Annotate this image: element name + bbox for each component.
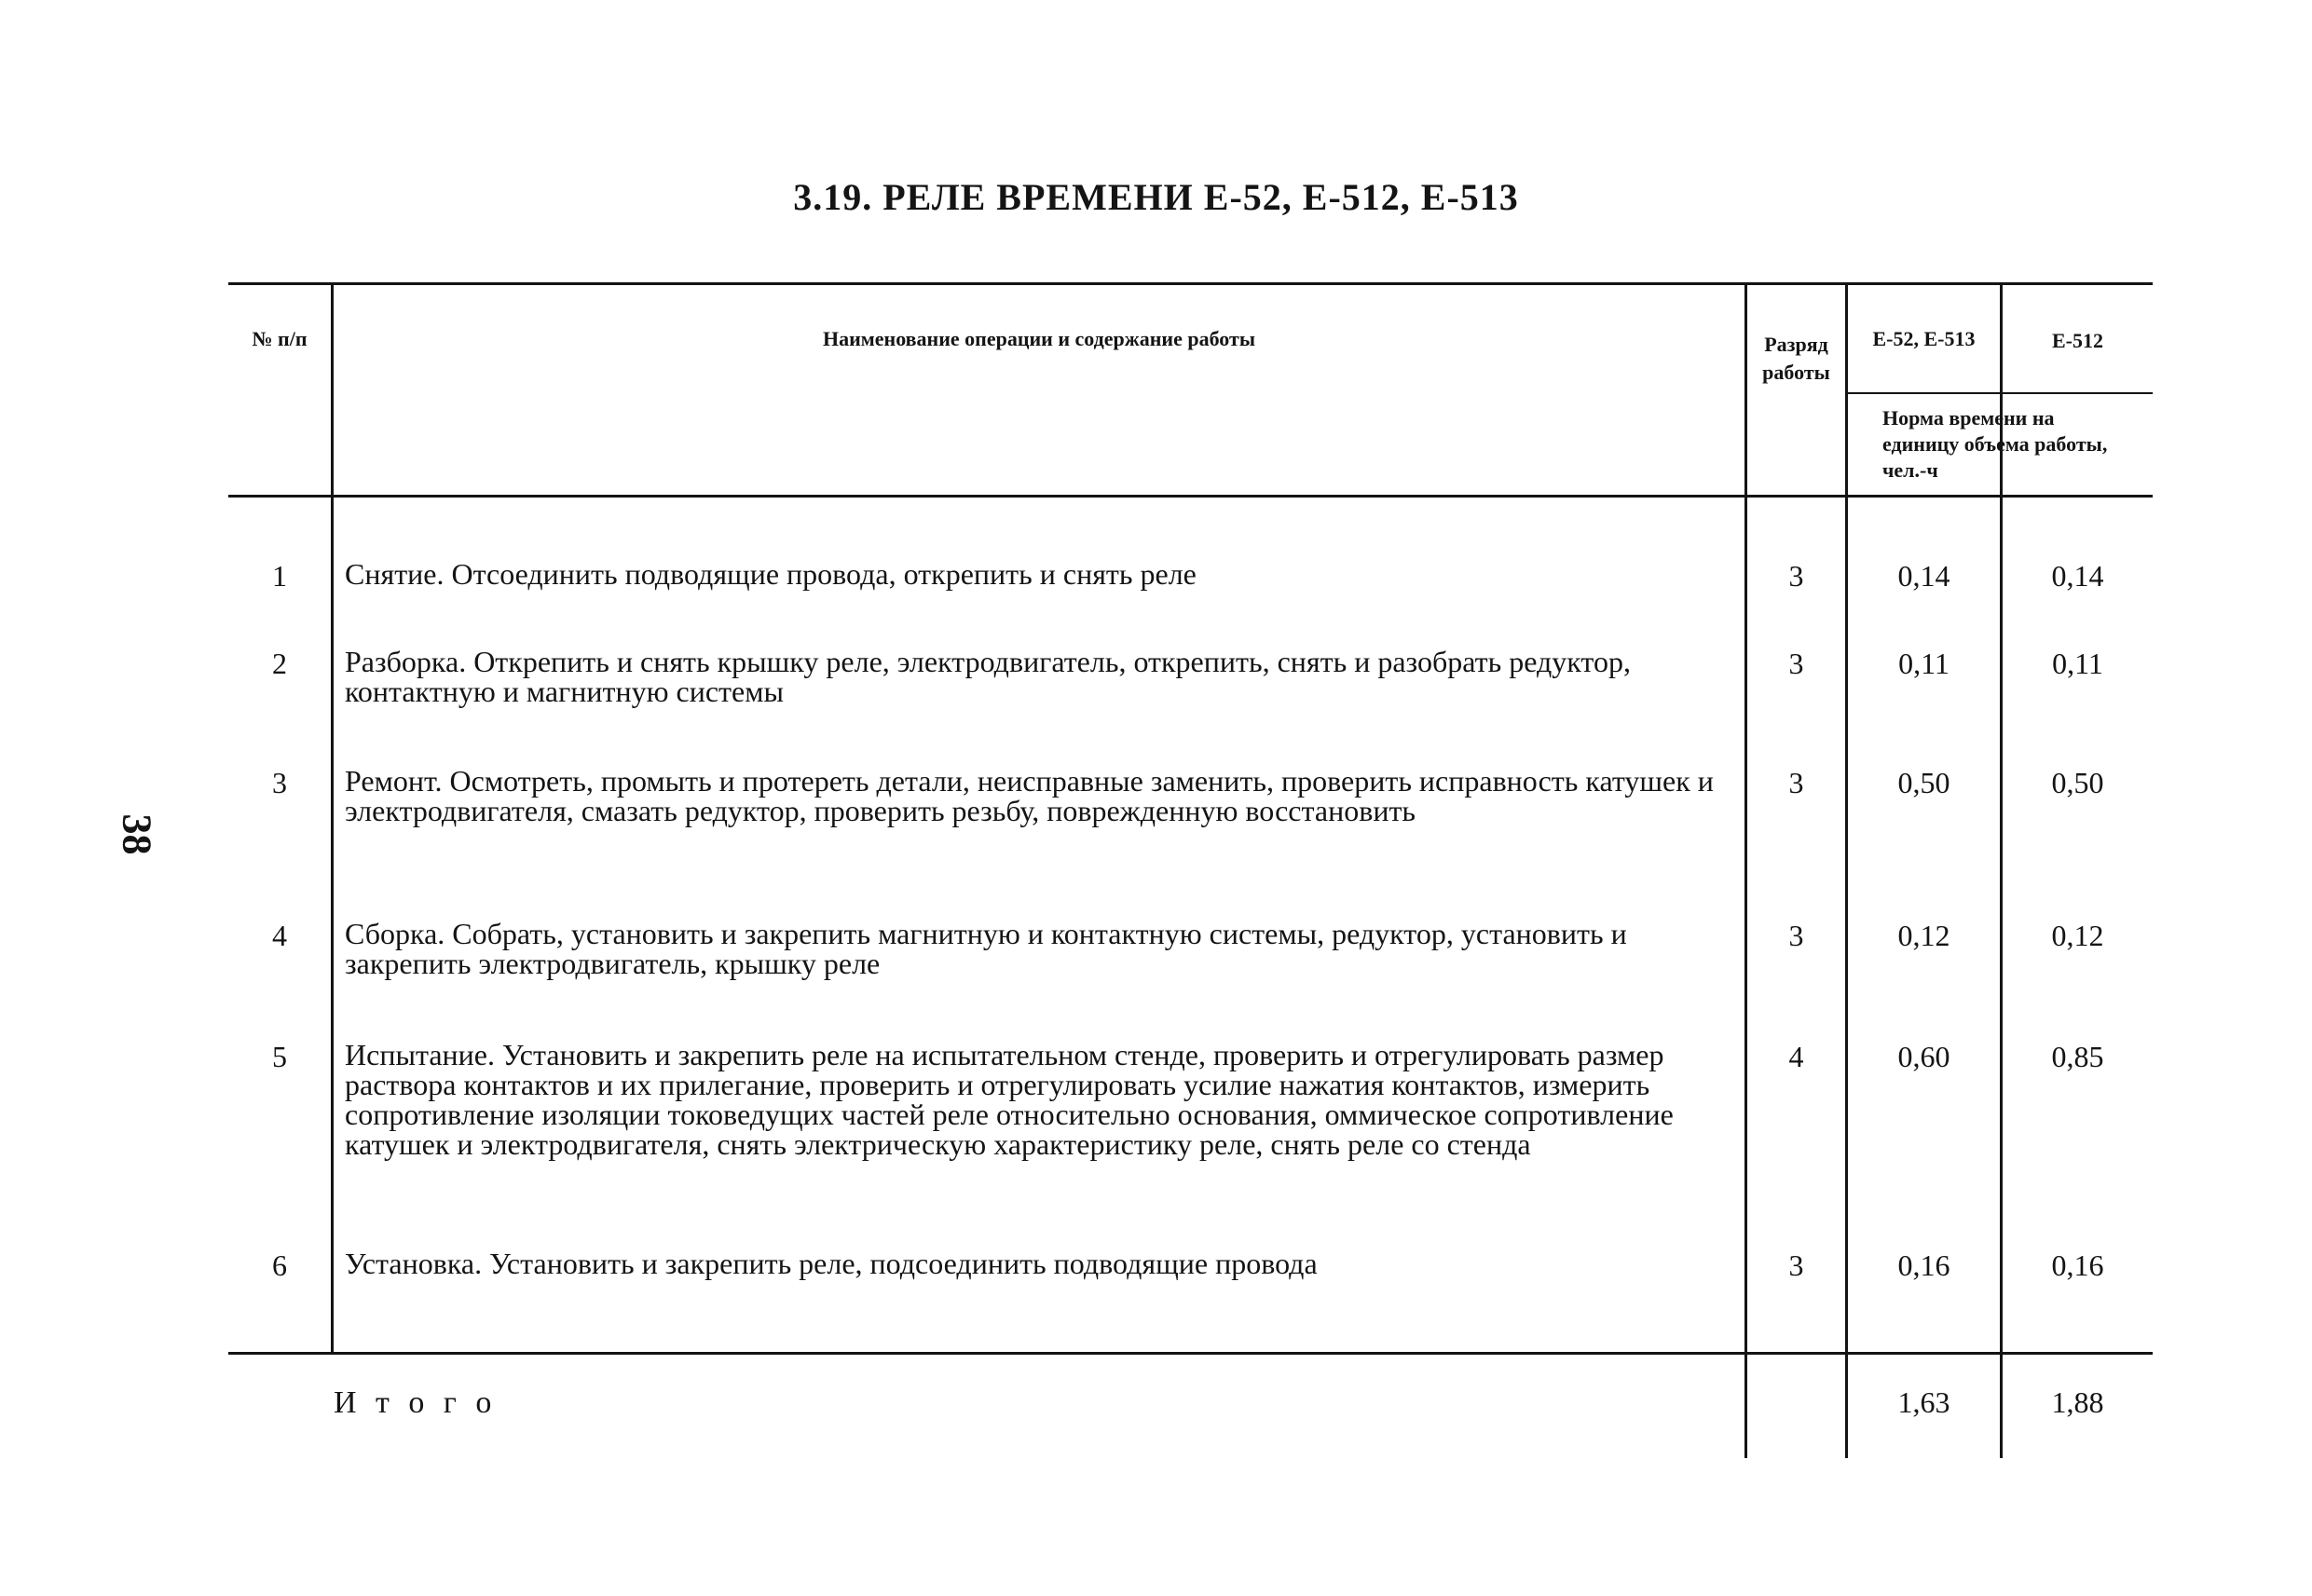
header-e512: Е-512 — [2052, 329, 2103, 352]
row-operation-text: Испытание. Установить и закрепить реле на испытательном стенде, проверить и отрегулировать размер раствора контактов и их прилегание, проверить и отрегулировать усилие нажатия контактов, измерить сопротивление изоляции токоведущих частей реле относительно основания, оммическое сопротивление катушек и электродвигателя, снять электрическую характеристику реле, снять реле со стенда — [345, 1038, 1674, 1161]
header-num: № п/п — [252, 327, 308, 350]
col-divider-num — [331, 282, 334, 1354]
row-operation-text: Снятие. Отсоединить подводящие провода, открепить и снять реле — [345, 557, 1197, 591]
row-operation-text: Ремонт. Осмотреть, промыть и протереть детали, неисправные заменить, проверить исправность катушек и электродвигателя, смазать редуктор, проверить резьбу, поврежденную восстановить — [345, 764, 1714, 827]
total-label: И т о г о — [334, 1385, 498, 1420]
row-value-e52-e513: 0,11 — [1898, 647, 1949, 680]
header-grade: Разряд работы — [1762, 333, 1830, 384]
row-value-e52-e513: 0,16 — [1897, 1248, 1950, 1282]
row-value-e52-e513: 0,14 — [1897, 559, 1950, 593]
row-operation-text: Установка. Установить и закрепить реле, подсоединить подводящие провода — [345, 1247, 1318, 1280]
header-operation: Наименование операции и содержание работы — [822, 327, 1255, 350]
row-value-e52-e513: 0,50 — [1897, 766, 1950, 799]
row-grade: 3 — [1788, 766, 1804, 799]
row-value-e512: 0,12 — [2051, 919, 2104, 952]
row-number: 2 — [272, 647, 287, 680]
header-norm: Норма времени на единицу объема работы, чел.-ч — [1882, 406, 2108, 482]
row-value-e52-e513: 0,60 — [1897, 1040, 1950, 1073]
page-title: 3.19. РЕЛЕ ВРЕМЕНИ Е-52, Е-512, Е-513 — [793, 176, 1519, 218]
total-value-e512: 1,88 — [2051, 1385, 2104, 1419]
row-number: 3 — [272, 766, 287, 799]
row-grade: 3 — [1788, 559, 1804, 593]
row-operation-text: Разборка. Открепить и снять крышку реле, электродвигатель, открепить, снять и разобрать редуктор, контактную и магнитную системы — [345, 645, 1631, 708]
row-grade: 3 — [1788, 1248, 1804, 1282]
header-e52-e513: Е-52, Е-513 — [1872, 327, 1976, 350]
row-operation-text: Сборка. Собрать, установить и закрепить магнитную и контактную системы, редуктор, установить и закрепить электродвигатель, крышку реле — [345, 917, 1627, 980]
row-value-e512: 0,11 — [2052, 647, 2103, 680]
row-value-e512: 0,14 — [2051, 559, 2104, 593]
body-bottom-rule — [228, 1352, 2153, 1355]
total-value-e52-e513: 1,63 — [1897, 1385, 1950, 1419]
row-grade: 4 — [1788, 1040, 1804, 1073]
row-value-e512: 0,50 — [2051, 766, 2104, 799]
header-bottom-rule — [228, 495, 2153, 498]
row-value-e512: 0,85 — [2051, 1040, 2104, 1073]
row-grade: 3 — [1788, 919, 1804, 952]
row-number: 4 — [272, 919, 287, 952]
row-value-e512: 0,16 — [2051, 1248, 2104, 1282]
table-top-rule — [228, 282, 2153, 285]
row-number: 1 — [272, 559, 287, 593]
norm-subheader-rule — [1845, 392, 2153, 394]
row-value-e52-e513: 0,12 — [1897, 919, 1950, 952]
row-number: 5 — [272, 1040, 287, 1073]
row-number: 6 — [272, 1248, 287, 1282]
page-number: 38 — [114, 813, 160, 855]
row-grade: 3 — [1788, 647, 1804, 680]
